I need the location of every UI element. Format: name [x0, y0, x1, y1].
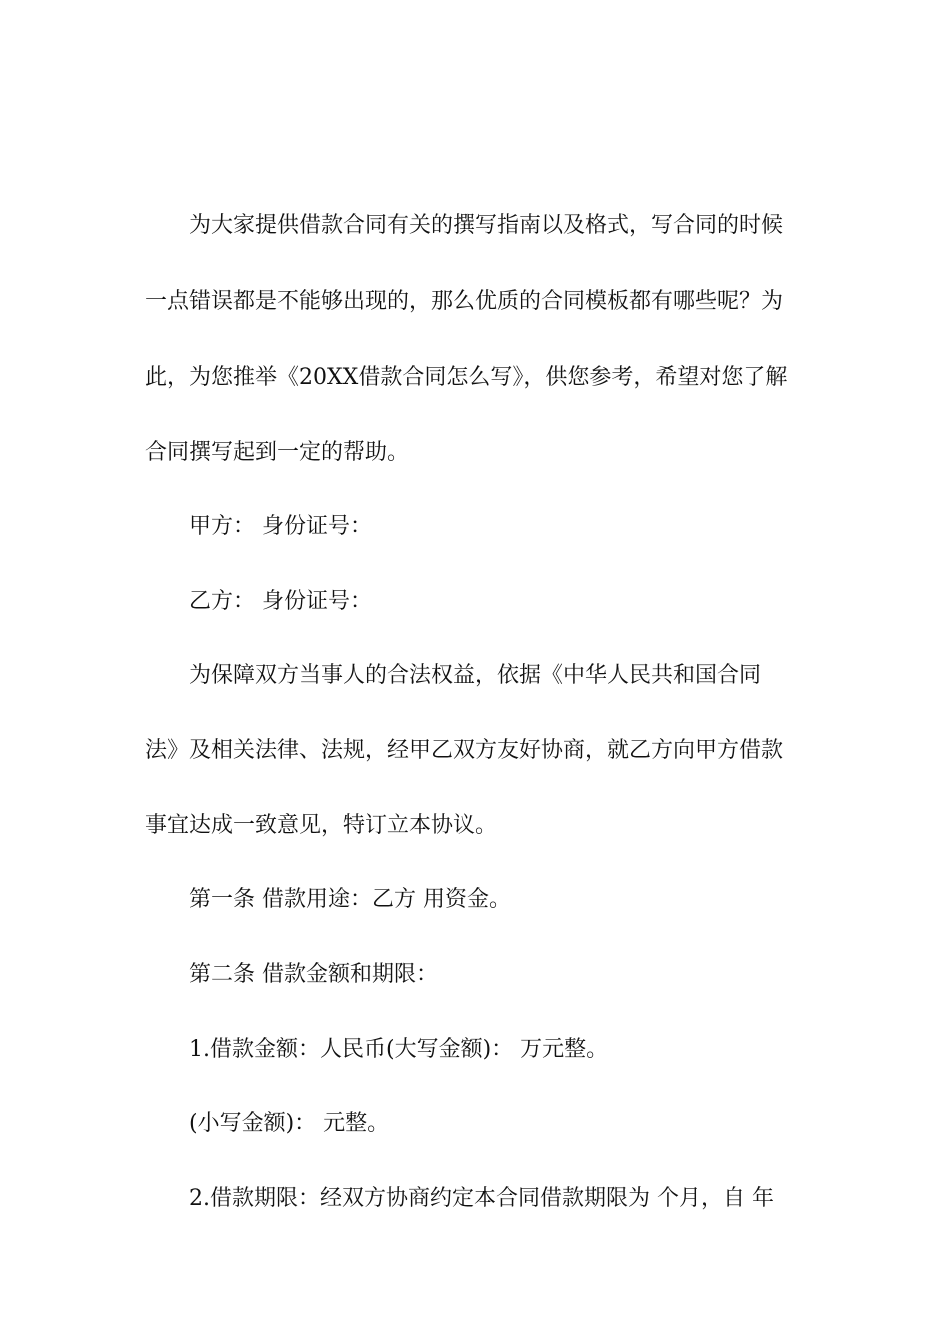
- party-a-line: 甲方： 身份证号：: [189, 514, 372, 539]
- small-amount-line: (小写金额)： 元整。: [189, 1111, 390, 1136]
- intro-line-2: 一点错误都是不能够出现的，那么优质的合同模板都有哪些呢？为: [145, 289, 784, 314]
- loan-term-line: 2.借款期限：经双方协商约定本合同借款期限为 个月，自 年: [189, 1186, 774, 1211]
- article-1-line: 第一条 借款用途：乙方 用资金。: [189, 887, 511, 912]
- preamble-line-3: 事宜达成一致意见，特订立本协议。: [145, 813, 498, 838]
- intro-line-4: 合同撰写起到一定的帮助。: [145, 440, 410, 465]
- intro-line-3: 此，为您推举《20XX借款合同怎么写》，供您参考，希望对您了解: [145, 365, 788, 390]
- loan-amount-line: 1.借款金额：人民币(大写金额)： 万元整。: [189, 1037, 609, 1062]
- article-2-heading: 第二条 借款金额和期限：: [189, 962, 438, 987]
- intro-line-1: 为大家提供借款合同有关的撰写指南以及格式，写合同的时候: [189, 213, 784, 238]
- preamble-line-1: 为保障双方当事人的合法权益，依据《中华人民共和国合同: [189, 663, 762, 688]
- preamble-line-2: 法》及相关法律、法规，经甲乙双方友好协商，就乙方向甲方借款: [145, 738, 784, 763]
- party-b-line: 乙方： 身份证号：: [189, 589, 372, 614]
